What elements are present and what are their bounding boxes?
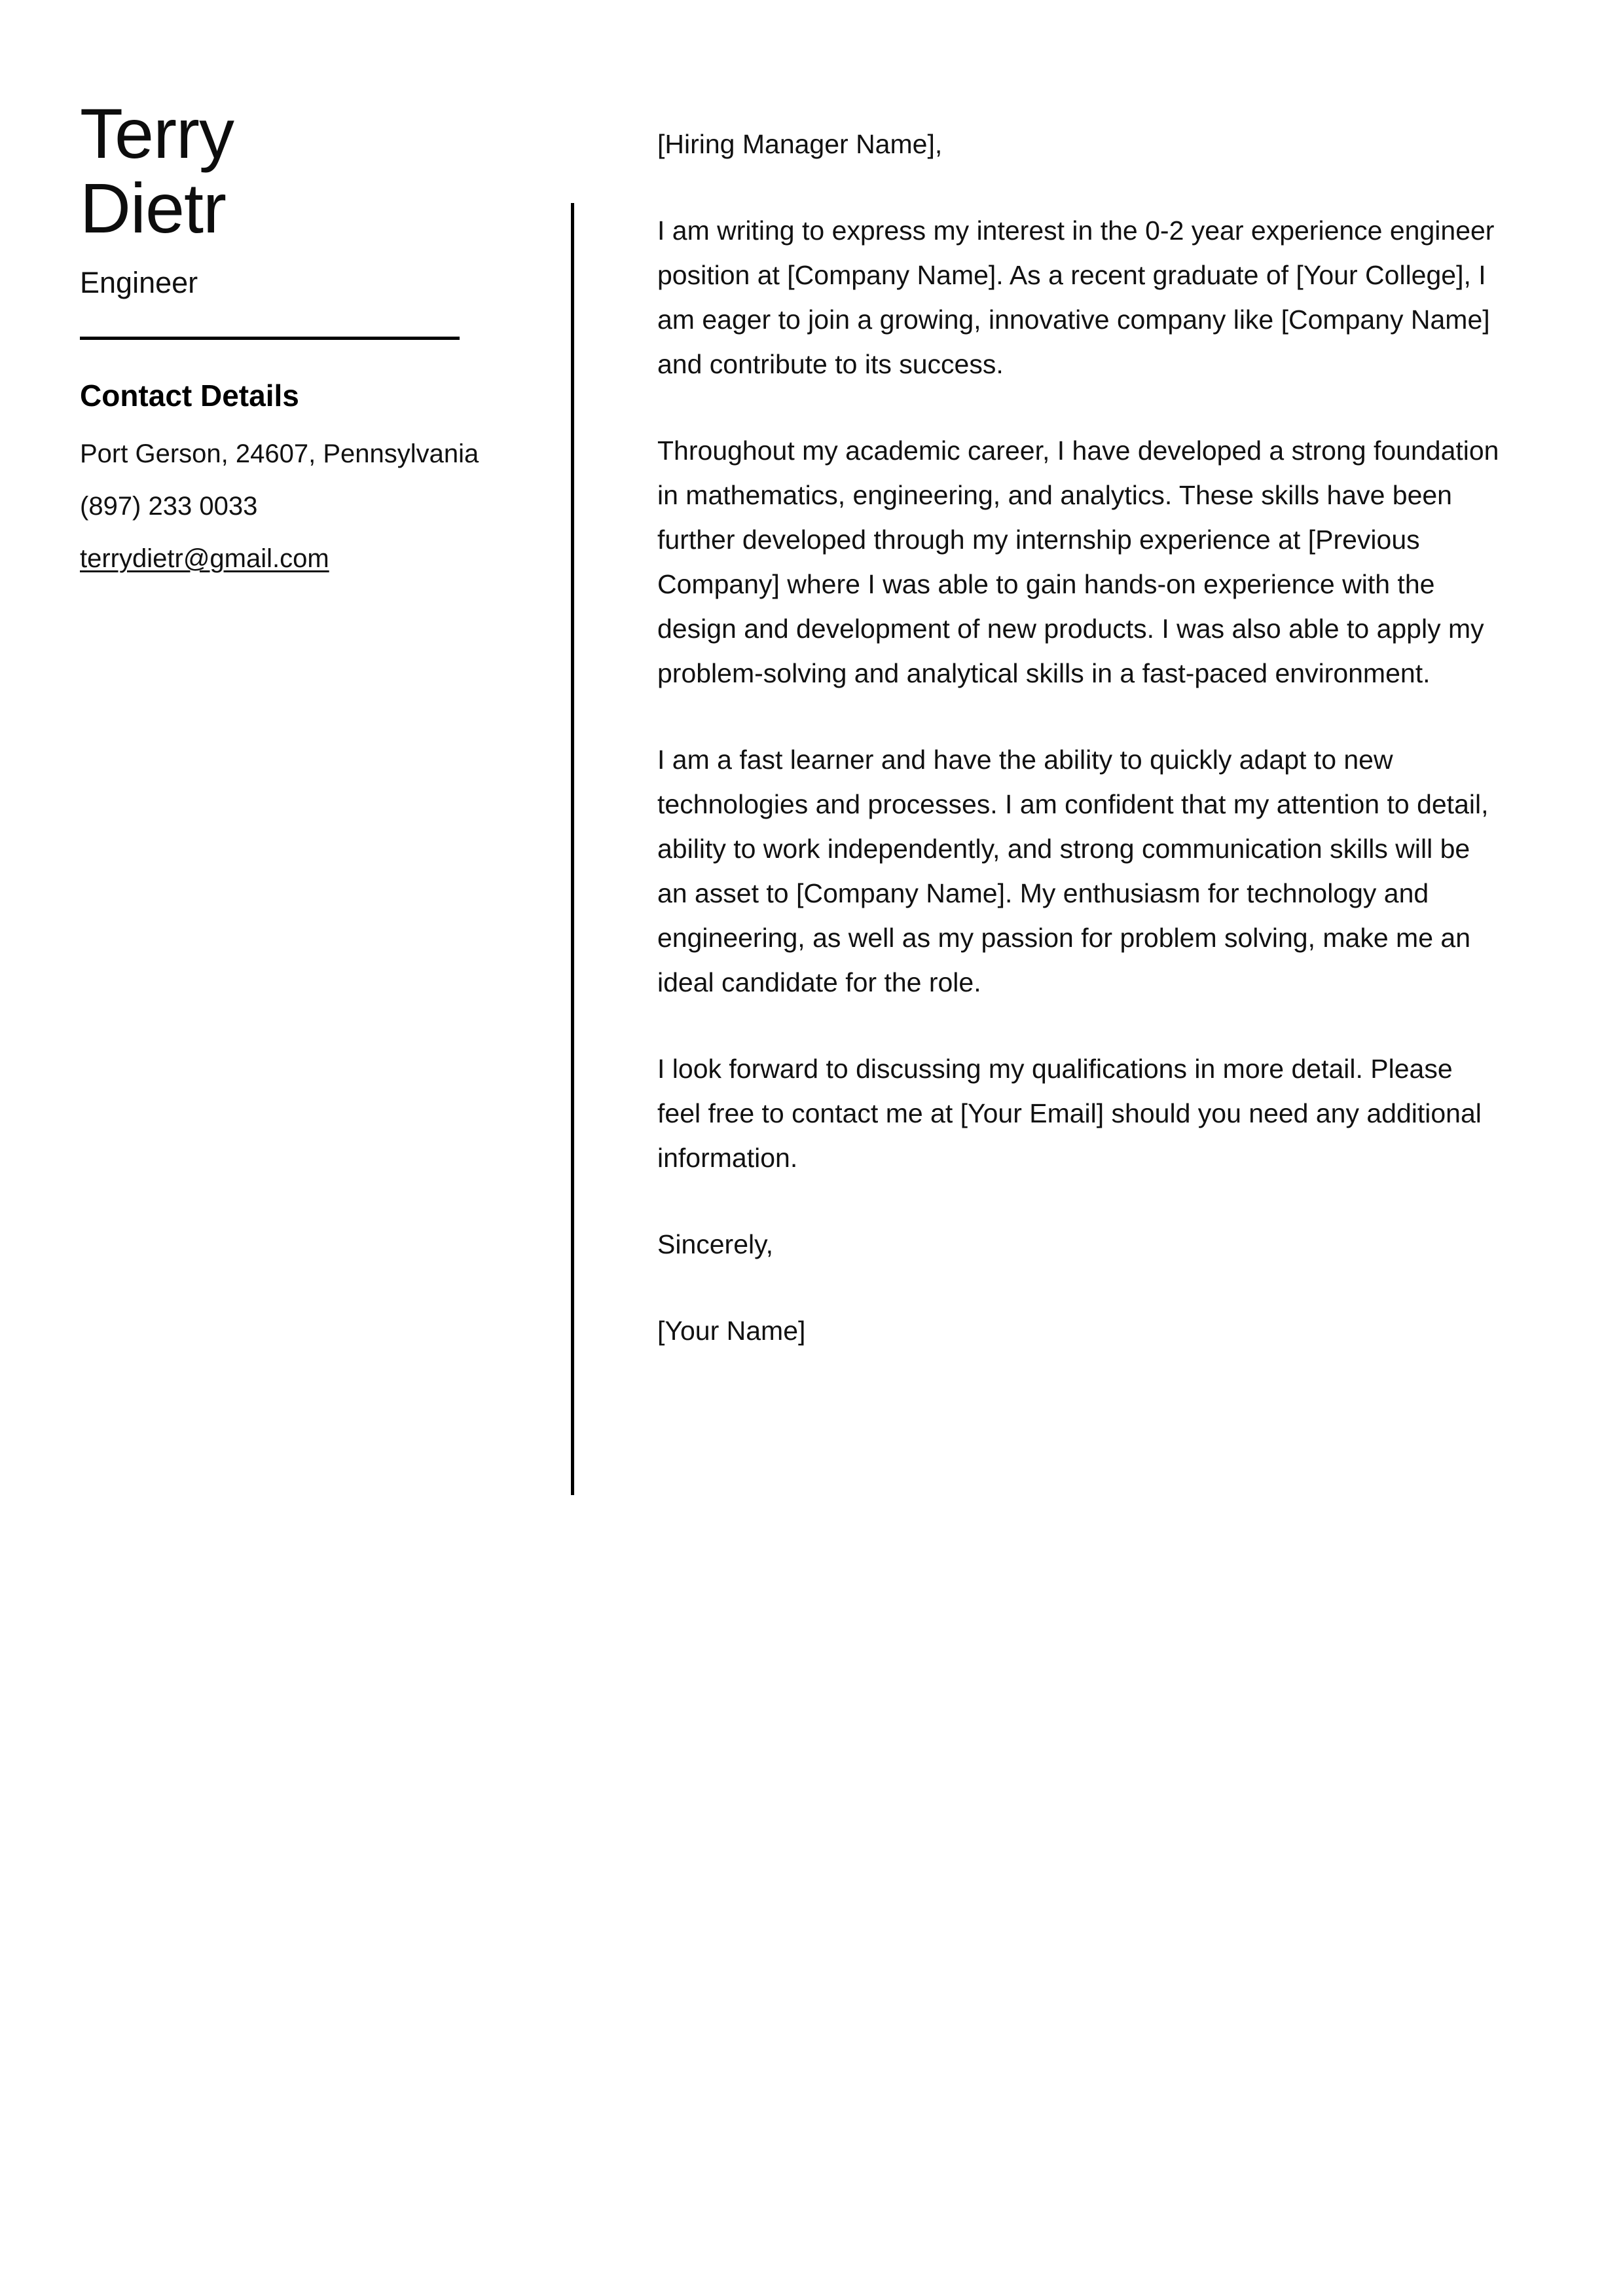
letter-salutation: [Hiring Manager Name], [657, 129, 943, 159]
vertical-divider [571, 203, 574, 1495]
candidate-name [80, 94, 486, 248]
letter-paragraph-1: I am writing to express my interest in the 0-2 year experience engineer position at [Company Name]. As a recent graduate of [Your College], I am eager to join a growing, innovative company like [Company Name] and contribute to its success. [657, 215, 1495, 379]
letter-paragraph-4: I look forward to discussing my qualifications in more detail. Please feel free to contact me at [Your Email] should you need any additional information. [657, 1054, 1482, 1173]
letter-paragraph-2: Throughout my academic career, I have developed a strong foundation in mathematics, engineering, and analytics. These skills have been further developed through my internship experience at [Previous Company] where I was able to gain hands-on experience with the design and development of new products. I was also able to apply my problem-solving and analytical skills in a fast-paced environment. [657, 435, 1499, 688]
contact-phone: (897) 233 0033 [80, 492, 258, 521]
contact-details-heading: Contact Details [80, 379, 299, 413]
letter-body [657, 122, 1502, 1353]
contact-email-link[interactable]: terrydietr@gmail.com [80, 544, 329, 573]
sidebar-divider [80, 337, 460, 340]
letter-signature: [Your Name] [657, 1316, 806, 1346]
candidate-last-name: Dietr [80, 168, 227, 248]
letter-closing: Sincerely, [657, 1229, 773, 1259]
contact-details-list [80, 435, 486, 577]
candidate-job-title: Engineer [80, 266, 198, 299]
contact-address: Port Gerson, 24607, Pennsylvania [80, 439, 479, 468]
letter-paragraph-3: I am a fast learner and have the ability to quickly adapt to new technologies and processes. I am confident that my attention to detail, ability to work independently, and strong communication skills will be an asset to [Company Name]. My enthusiasm for technology and engineering, as well as my passion for problem solving, make me an ideal candidate for the role. [657, 745, 1489, 997]
candidate-first-name: Terry [80, 94, 234, 173]
sidebar [80, 0, 486, 577]
